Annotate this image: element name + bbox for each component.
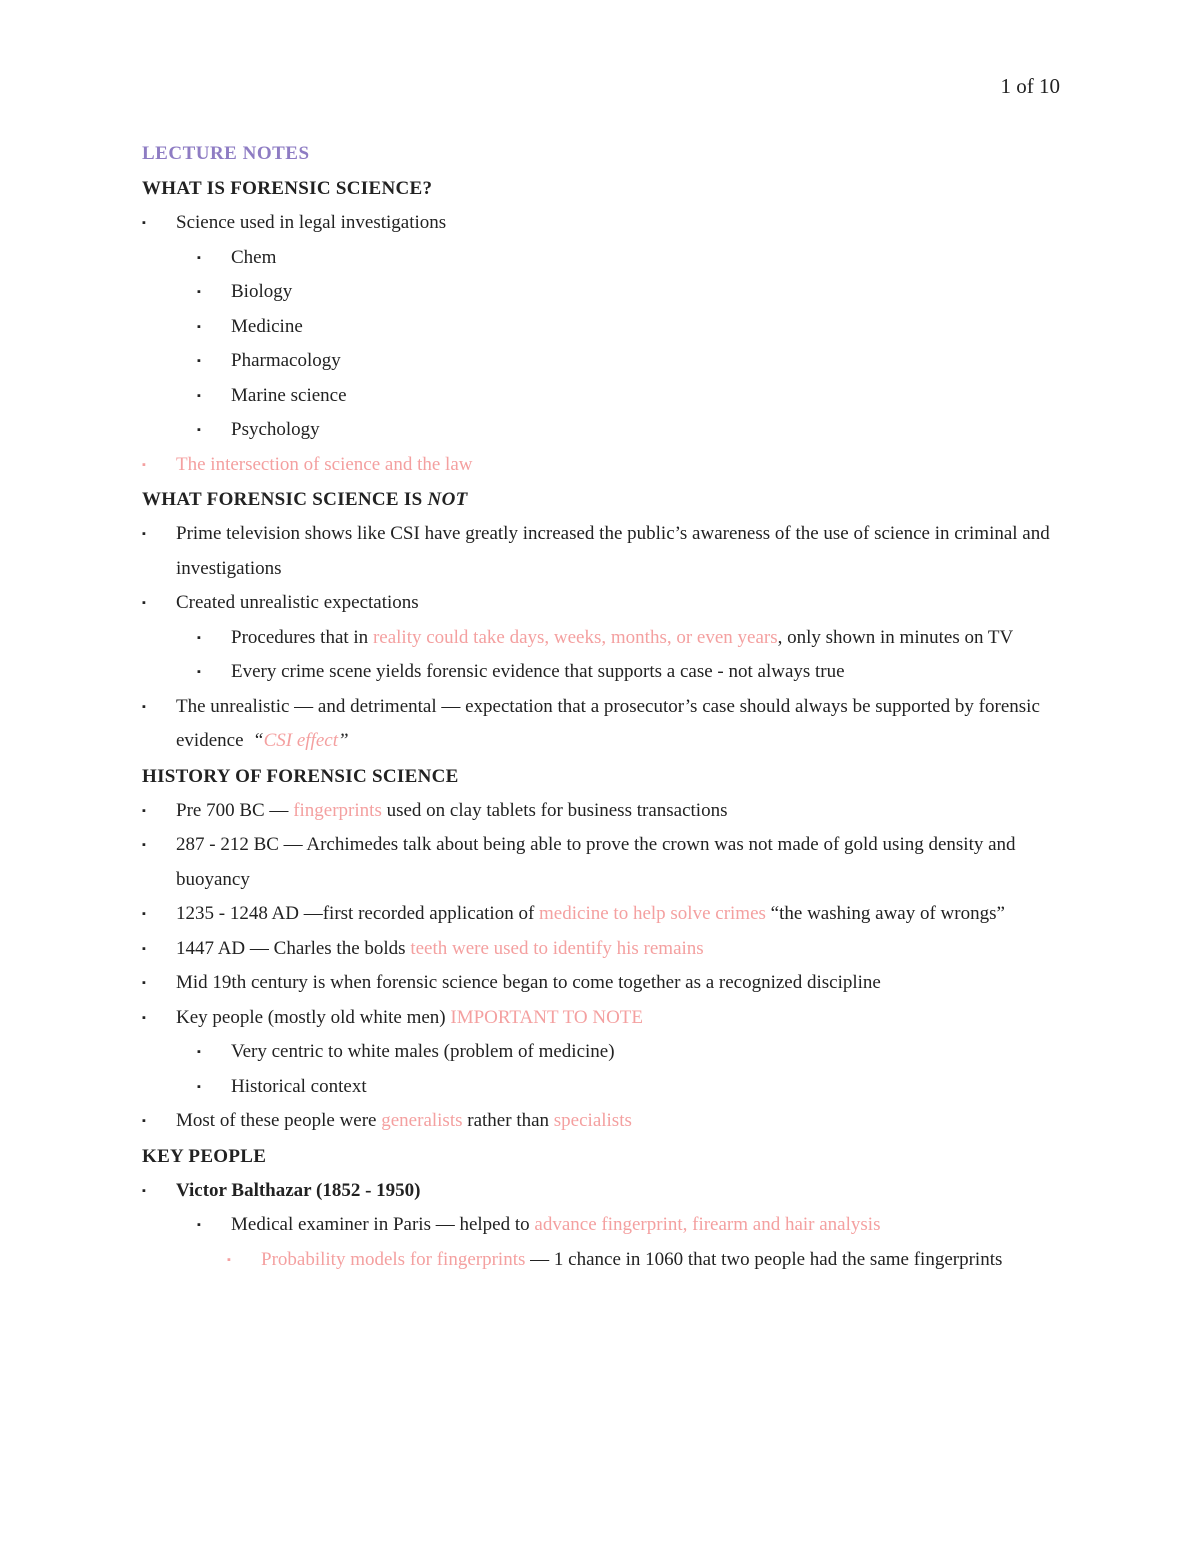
list-item: ▪ The unrealistic — and detrimental — expectation that a prosecutor’s case should always be supported by forensic evidence “CSI effect”: [142, 690, 1062, 759]
bullet-icon: ▪: [197, 1219, 201, 1231]
list-item: ▪ Medical examiner in Paris — helped to advance fingerprint, firearm and hair analysis: [142, 1208, 1062, 1243]
bullet-icon: ▪: [197, 666, 201, 678]
bullet-icon: ▪: [197, 1046, 201, 1058]
list-item: ▪ Most of these people were generalists rather than specialists: [142, 1104, 1062, 1139]
bullet-icon: ▪: [142, 700, 146, 713]
list-item: ▪ Victor Balthazar (1852 - 1950): [142, 1174, 1062, 1209]
section-heading-what-is-not: WHAT FORENSIC SCIENCE IS NOT: [142, 489, 468, 510]
list-item: ▪ Biology: [142, 275, 1062, 310]
list-item: ▪ 287 - 212 BC — Archimedes talk about being able to prove the crown was not made of gold using density and buoyancy: [142, 828, 1062, 897]
list-item: ▪ 1447 AD — Charles the bolds teeth were used to identify his remains: [142, 932, 1062, 967]
list-item: ▪ Medicine: [142, 310, 1062, 345]
bullet-icon: ▪: [142, 217, 146, 229]
document-title: LECTURE NOTES: [142, 143, 310, 164]
bullet-icon: ▪: [142, 1115, 146, 1127]
list-item: ▪ 1235 - 1248 AD —first recorded application of medicine to help solve crimes “the washing away of wrongs”: [142, 897, 1062, 932]
list-item: ▪ Science used in legal investigations: [142, 206, 1062, 241]
bullet-icon: ▪: [142, 458, 146, 471]
bullet-icon: ▪: [142, 528, 146, 540]
list-item: ▪ Mid 19th century is when forensic science began to come together as a recognized discipline: [142, 966, 1062, 1001]
list-item: ▪ Marine science: [142, 379, 1062, 414]
section-heading-what-is: WHAT IS FORENSIC SCIENCE?: [142, 178, 433, 199]
list-item: ▪ Pharmacology: [142, 344, 1062, 379]
bullet-icon: ▪: [142, 597, 146, 609]
highlighted-text: The intersection of science and the law: [176, 453, 473, 475]
bullet-icon: ▪: [197, 1080, 201, 1093]
bullet-icon: ▪: [142, 908, 146, 920]
bullet-icon: ▪: [197, 355, 201, 367]
bullet-icon: ▪: [142, 942, 146, 955]
bullet-icon: ▪: [197, 286, 201, 298]
bullet-icon: ▪: [142, 1011, 146, 1024]
highlighted-text: teeth were used to identify his remains: [410, 937, 704, 959]
bullet-icon: ▪: [197, 251, 201, 264]
list-item: ▪ Historical context: [142, 1070, 1062, 1105]
section-heading-history: HISTORY OF FORENSIC SCIENCE: [142, 765, 459, 787]
highlighted-text: specialists: [553, 1110, 632, 1131]
highlighted-text: medicine to help solve crimes: [539, 903, 766, 924]
list-item: ▪ Very centric to white males (problem of medicine): [142, 1035, 1062, 1070]
highlighted-text: generalists: [381, 1110, 463, 1131]
highlighted-text: Probability models for fingerprints: [261, 1248, 526, 1270]
bullet-icon: ▪: [142, 1184, 146, 1197]
page-number: 1 of 10: [1000, 74, 1060, 98]
highlighted-text: fingerprints: [293, 799, 382, 821]
highlighted-text: CSI effect: [263, 730, 338, 751]
list-item: ▪ Pre 700 BC — fingerprints used on clay tablets for business transactions: [142, 794, 1062, 829]
highlighted-text: advance fingerprint, firearm and hair analysis: [534, 1214, 881, 1235]
document-body: [142, 136, 1062, 1277]
bullet-icon: ▪: [197, 631, 201, 644]
bullet-icon: ▪: [142, 977, 146, 989]
section-heading-key-people: KEY PEOPLE: [142, 1145, 267, 1167]
list-item: ▪ Probability models for fingerprints — 1 chance in 1060 that two people had the same fingerprints: [142, 1243, 1062, 1278]
list-item: ▪ Procedures that in reality could take days, weeks, months, or even years, only shown in minutes on TV: [142, 621, 1062, 656]
list-item: ▪ Created unrealistic expectations: [142, 586, 1062, 621]
list-item: [142, 448, 1062, 483]
bullet-icon: ▪: [197, 424, 201, 436]
list-item: ▪ Chem: [142, 241, 1062, 276]
highlighted-text: reality could take days, weeks, months, or even years: [372, 626, 778, 648]
list-item: ▪ Every crime scene yields forensic evidence that supports a case - not always true: [142, 655, 1062, 690]
list-item: ▪ Psychology: [142, 413, 1062, 448]
bullet-icon: ▪: [142, 839, 146, 851]
highlighted-text: IMPORTANT TO NOTE: [450, 1006, 644, 1028]
bullet-icon: ▪: [227, 1253, 231, 1266]
bullet-icon: ▪: [197, 320, 201, 333]
list-item: ▪ Key people (mostly old white men) IMPORTANT TO NOTE: [142, 1001, 1062, 1036]
bullet-icon: ▪: [197, 389, 201, 402]
list-item: ▪ Prime television shows like CSI have greatly increased the public’s awareness of the use of science in criminal and investigations: [142, 517, 1062, 586]
bullet-icon: ▪: [142, 804, 146, 817]
